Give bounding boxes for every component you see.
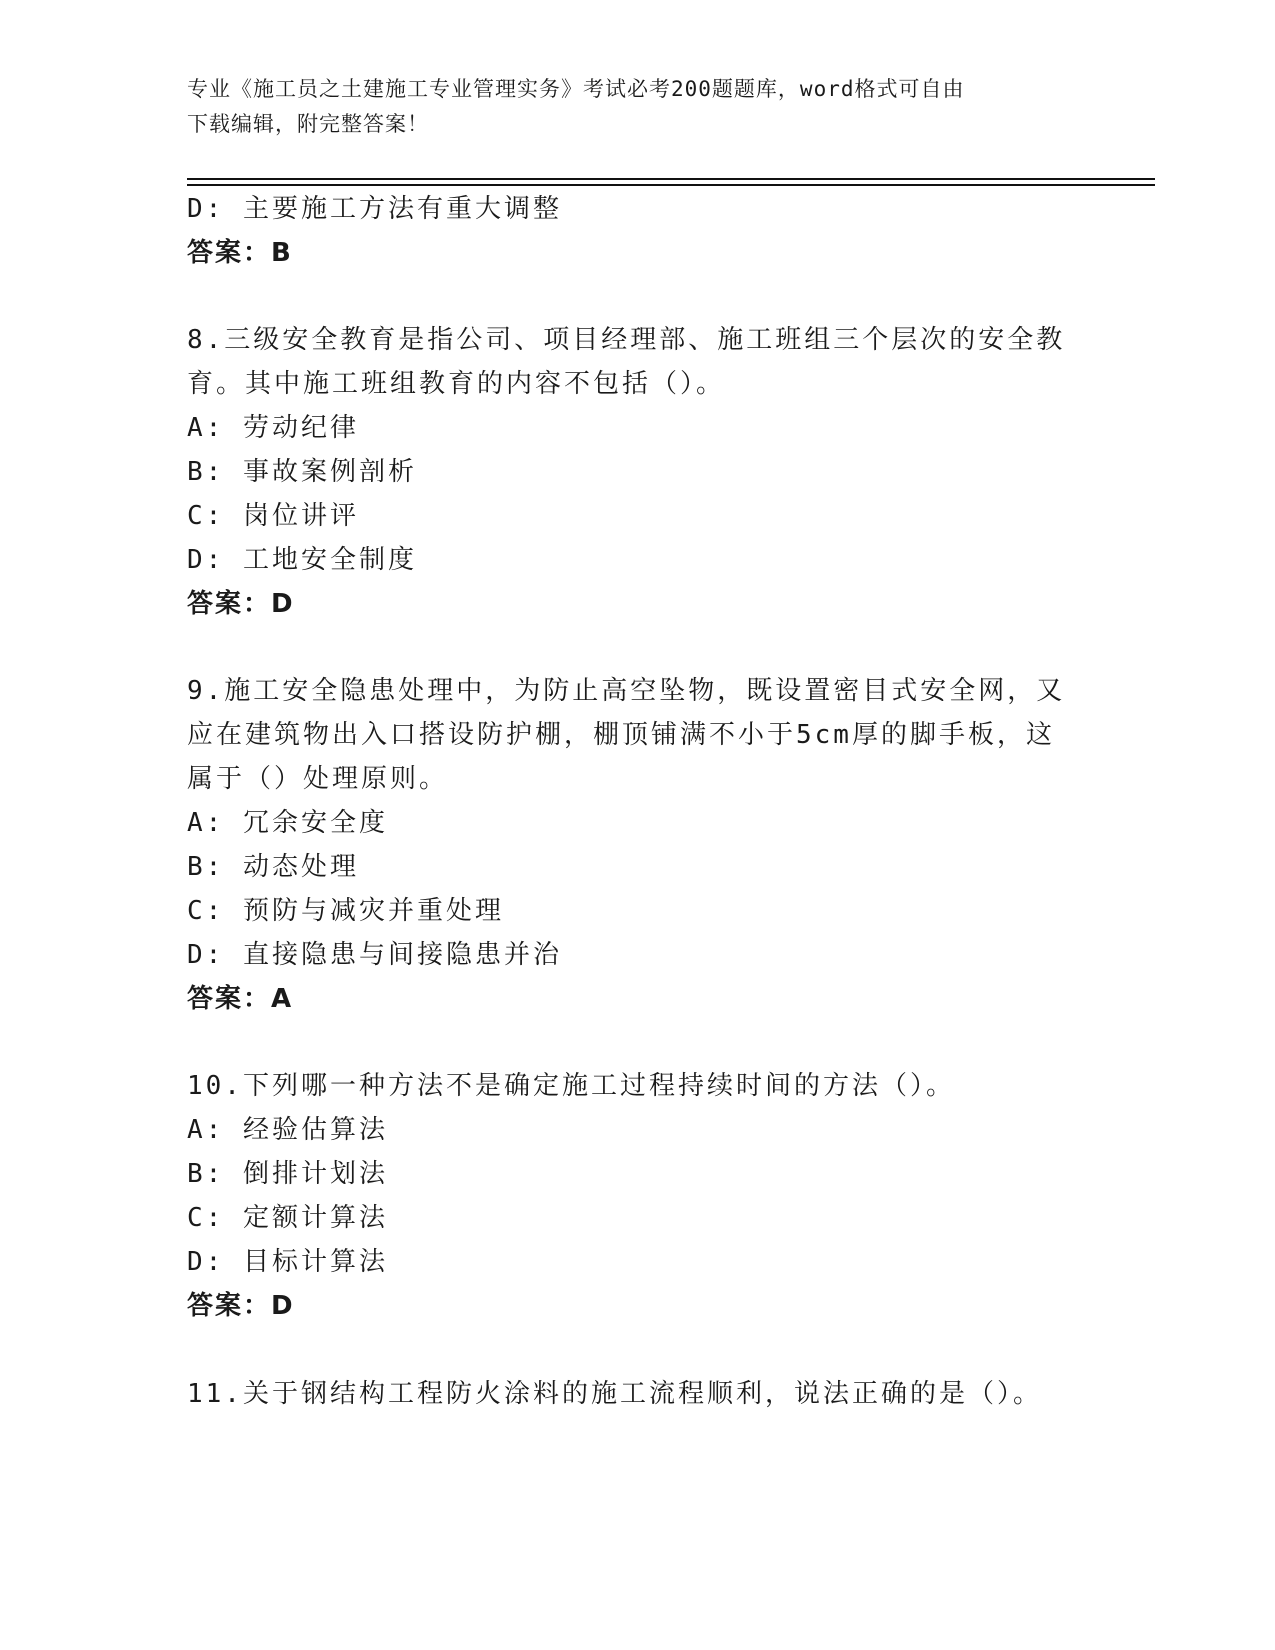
question-10-answer: 答案：D	[187, 1291, 295, 1321]
question-9-stem-line-3: 属于（）处理原则。	[187, 764, 449, 794]
question-10-option-a: A: 经验估算法	[187, 1115, 388, 1145]
question-8-option-d: D: 工地安全制度	[187, 545, 417, 575]
prev-question-answer: 答案：B	[187, 238, 293, 268]
question-9-answer: 答案：A	[187, 984, 294, 1014]
prev-question-option-d: D: 主要施工方法有重大调整	[187, 194, 562, 224]
question-9-option-a: A: 冗余安全度	[187, 808, 388, 838]
question-10-stem-line-1: 10.下列哪一种方法不是确定施工过程持续时间的方法（）。	[187, 1071, 955, 1101]
question-9-option-c: C: 预防与减灾并重处理	[187, 896, 504, 926]
question-10-option-d: D: 目标计算法	[187, 1247, 388, 1277]
document-header	[187, 72, 1067, 142]
question-10-option-c: C: 定额计算法	[187, 1203, 388, 1233]
question-8-answer: 答案：D	[187, 589, 295, 619]
question-11-stem-line-1: 11.关于钢结构工程防火涂料的施工流程顺利，说法正确的是（）。	[187, 1379, 1042, 1409]
question-8-option-b: B: 事故案例剖析	[187, 457, 417, 487]
header-line-2: 下载编辑，附完整答案！	[187, 112, 429, 136]
question-9-stem-line-2: 应在建筑物出入口搭设防护棚，棚顶铺满不小于5cm厚的脚手板，这	[187, 720, 1055, 750]
question-8-stem-line-1: 8.三级安全教育是指公司、项目经理部、施工班组三个层次的安全教	[187, 325, 1066, 355]
question-8-stem-line-2: 育。其中施工班组教育的内容不包括（）。	[187, 369, 726, 399]
question-9-option-d: D: 直接隐患与间接隐患并治	[187, 940, 562, 970]
header-line-1: 专业《施工员之土建施工专业管理实务》考试必考200题题库，word格式可自由	[187, 77, 965, 101]
question-8-option-c: C: 岗位讲评	[187, 501, 359, 531]
question-9-stem-line-1: 9.施工安全隐患处理中，为防止高空坠物，既设置密目式安全网，又	[187, 676, 1066, 706]
header-divider-top	[187, 178, 1155, 180]
question-10-option-b: B: 倒排计划法	[187, 1159, 388, 1189]
question-9-option-b: B: 动态处理	[187, 852, 359, 882]
question-8-option-a: A: 劳动纪律	[187, 413, 359, 443]
